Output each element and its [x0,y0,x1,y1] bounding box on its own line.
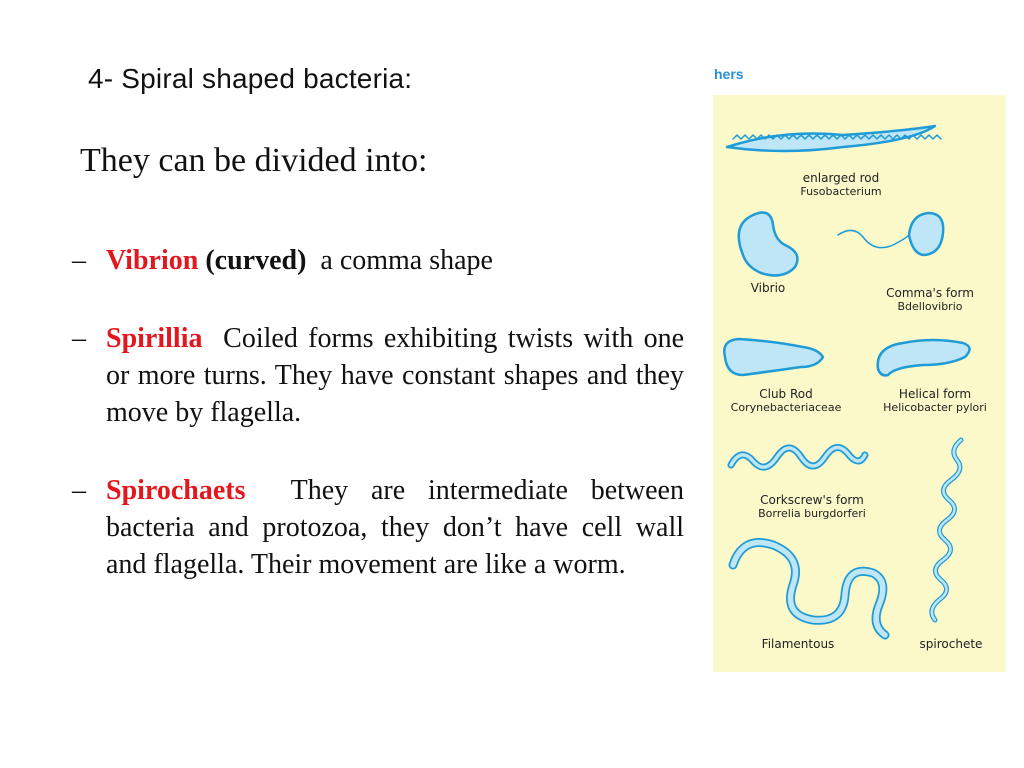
label-enlarged-rod [771,172,911,198]
bullet-spirillia [72,320,684,431]
label-corkscrew-form [727,494,897,520]
label-name: Filamentous [761,637,835,651]
vibrio-shape [739,213,798,276]
label-example: Helicobacter pylori [883,401,987,414]
label-spirochete [899,638,1003,651]
label-example: Bdellovibrio [897,300,963,313]
slide-intro: They can be divided into: [80,142,428,179]
bullet-dash: – [72,323,86,354]
comma-flagellum [838,230,909,247]
bullet-qualifier-curved: (curved) [205,245,307,276]
label-vibrio [733,282,803,295]
label-name: spirochete [919,637,983,651]
bullet-text-vibrion: a comma shape [320,245,493,276]
bullet-dash: – [72,475,86,506]
label-name: Vibrio [750,281,786,295]
label-comma-form [865,287,995,313]
label-name: Corkscrew's form [760,493,864,507]
label-name: Club Rod [759,387,813,401]
comma-shape [909,213,943,255]
figure-header: hers [714,66,744,82]
label-name: enlarged rod [802,171,880,185]
bullet-text-spirochaets: They are intermediate between bacteria and protozoa, they don’t have cell wall and flagella. Their movement are like a worm. [106,475,684,580]
filamentous-shape-inner [733,543,885,636]
bacteria-shapes-figure [713,95,1006,672]
bullet-term-spirillia: Spirillia [106,323,203,354]
bullet-list [72,242,684,624]
helical-shape [878,340,970,375]
club-rod-shape [724,339,823,375]
bullet-dash: – [72,245,86,276]
bullet-text-spirillia: Coiled forms exhibiting twists with one or more turns. They have constant shapes and they move by flagella. [106,323,685,428]
label-filamentous [733,638,863,651]
bullet-term-vibrion: Vibrion [106,245,199,276]
label-example: Corynebacteriaceae [730,401,842,414]
bullet-term-spirochaets: Spirochaets [106,475,246,506]
bullet-vibrion [72,242,684,279]
label-helical-form [865,388,1005,414]
spirochete-shape-inner [932,440,961,620]
label-example: Fusobacterium [800,185,882,198]
label-name: Comma's form [886,286,974,300]
label-club-rod [713,388,859,414]
label-name: Helical form [898,387,972,401]
slide-title: 4- Spiral shaped bacteria: [88,63,413,94]
bullet-spirochaets [72,472,684,583]
label-example: Borrelia burgdorferi [758,507,866,520]
